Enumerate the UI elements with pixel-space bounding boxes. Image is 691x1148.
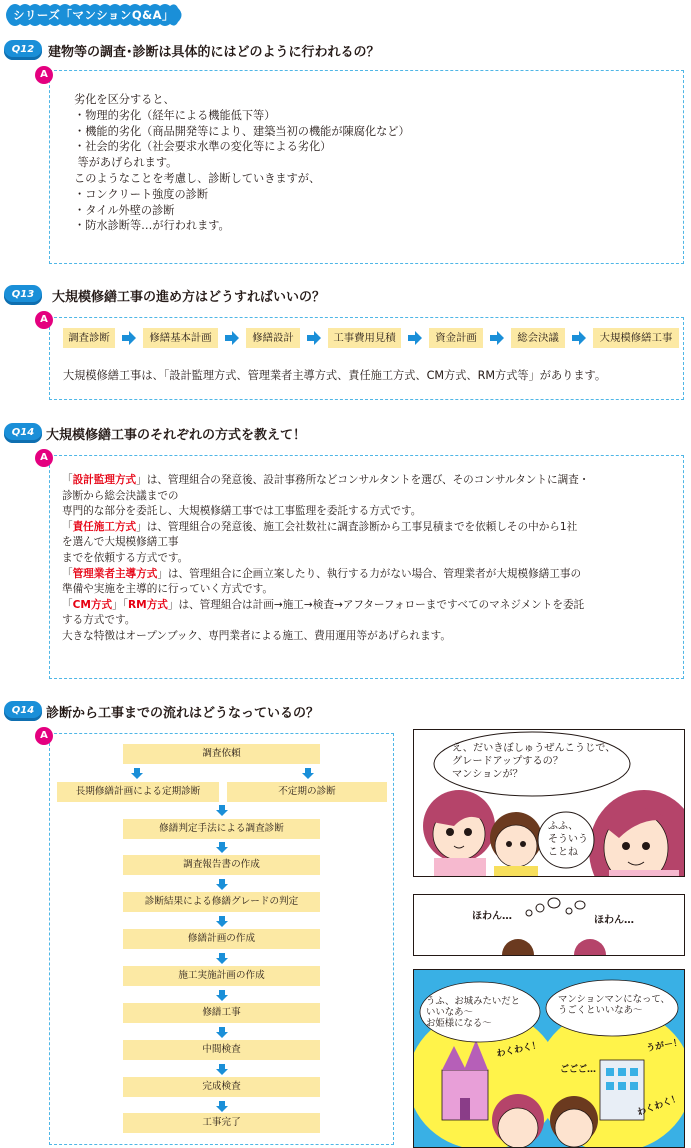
quote-mark: 「 <box>62 520 73 533</box>
method-text: を選んで大規模修繕工事 <box>62 536 179 549</box>
arrow-down-icon <box>216 990 228 1001</box>
method-text: 」は、管理組合に企画立案したり、執行する力がない場合、管理業者が大規模修繕工事の <box>157 567 582 580</box>
q13-title: 大規模修繕工事の進め方はどうすればいいの？ <box>52 290 326 305</box>
flow-step: 診断結果による修繕グレードの判定 <box>123 892 320 912</box>
flow-step: 調査依頼 <box>123 744 320 764</box>
q12-line: 劣化を区分すると、 <box>74 93 175 106</box>
flow-step: 修繕計画の作成 <box>123 929 320 949</box>
q12-line: ・物理的劣化（経年による機能低下等） <box>74 108 276 122</box>
process-step: 大規模修繕工事 <box>593 328 679 348</box>
q12-line: ・社会的劣化（社会要求水準の変化等による劣化） <box>74 140 332 154</box>
q12-answer-badge: A <box>35 66 53 84</box>
method-manager-led: 管理業者主導方式 <box>72 567 158 580</box>
q12-badge: Q12 <box>4 40 42 60</box>
comic-sfx: うが－！ <box>645 1037 683 1055</box>
arrow-down-icon <box>302 768 314 779</box>
arrow-down-icon <box>216 879 228 890</box>
bubble-line: うごくといいなあ～ <box>558 1005 643 1016</box>
quote-mark: 「 <box>62 474 73 486</box>
method-rm: RM方式 <box>128 598 168 611</box>
method-text: する方式です。 <box>62 614 136 627</box>
comic-sfx: ほわん… <box>594 915 634 926</box>
q13-answer-badge: A <box>35 311 53 329</box>
q12-line: ・タイル外壁の診断 <box>74 203 175 217</box>
bubble-line: マンションマンになって、 <box>558 994 670 1005</box>
q13-summary: 大規模修繕工事は、「設計監理方式、管理業者主導方式、責任施工方式、CM方式、RM方式等」があります。 <box>63 369 607 382</box>
q12-line: 等があげられます。 <box>74 156 178 170</box>
comic-bubble-answer <box>548 820 588 859</box>
method-text: 準備や実施を主導的に行っていく方式です。 <box>62 583 274 596</box>
bubble-line: ふふ、 <box>548 821 579 832</box>
flow-step: 中間検査 <box>123 1040 320 1060</box>
process-step: 工事費用見積 <box>328 328 401 348</box>
flow-step: 工事完了 <box>123 1113 320 1133</box>
comic-bubble-girl <box>426 996 520 1029</box>
method-text: 大きな特徴はオープンブック、専門業者による施工、費用運用等があげられます。 <box>62 629 451 642</box>
bubble-line: グレードアップするの？ <box>452 756 564 767</box>
bubble-line: マンションが？ <box>452 769 523 780</box>
flow-step: 調査報告書の作成 <box>123 855 320 875</box>
q14-methods-title: 大規模修繕工事のそれぞれの方式を教えて！ <box>46 428 307 443</box>
series-tag-label: シリーズ「マンションQ&A」 <box>12 8 175 22</box>
method-text: 診断から総会決議までの <box>62 489 179 502</box>
arrow-right-icon <box>572 331 586 345</box>
quote-mark: 「 <box>62 598 73 611</box>
arrow-right-icon <box>225 331 239 345</box>
arrow-down-icon <box>216 842 228 853</box>
arrow-right-icon <box>307 331 321 345</box>
comic-bubble-boy <box>558 994 670 1016</box>
q12-line: ・コンクリート強度の診断 <box>74 187 209 201</box>
flow-step: 長期修繕計画による定期診断 <box>57 782 219 802</box>
process-step: 修繕基本計画 <box>143 328 218 348</box>
q12-line: このようなことを考慮し、診断していきますが、 <box>74 171 321 185</box>
flow-step: 修繕工事 <box>123 1003 320 1023</box>
arrow-down-icon <box>131 768 143 779</box>
comic-sfx: わくわく！ <box>495 1040 542 1060</box>
method-cm: CM方式 <box>72 598 113 611</box>
q12-line: ・防水診断等…が行われます。 <box>74 219 230 233</box>
series-tag <box>2 2 185 28</box>
process-step: 修繕設計 <box>246 328 300 348</box>
flow-step: 施工実施計画の作成 <box>123 966 320 986</box>
method-design-supervision: 設計監理方式 <box>72 474 137 486</box>
comic-panel-1 <box>413 729 685 877</box>
q14-flow-badge: Q14 <box>4 701 42 721</box>
process-step: 総会決議 <box>511 328 565 348</box>
method-text: 専門的な部分を委託し、大規模修繕工事では工事監理を委託する方式です。 <box>62 505 422 518</box>
comic-sfx: ほわん… <box>472 911 512 922</box>
arrow-down-icon <box>216 916 228 927</box>
method-text: までを依頼する方式です。 <box>62 551 189 564</box>
q12-answer-text <box>74 92 410 234</box>
bubble-line: お姫様になる～ <box>426 1018 492 1029</box>
method-responsible-construction: 責任施工方式 <box>72 520 137 533</box>
flow-step: 完成検査 <box>123 1077 320 1097</box>
flow-step: 修繕判定手法による調査診断 <box>123 819 320 839</box>
arrow-down-icon <box>216 1101 228 1112</box>
arrow-right-icon <box>490 331 504 345</box>
q14-methods-answer-badge: A <box>35 449 53 467</box>
flow-step: 不定期の診断 <box>227 782 387 802</box>
method-text: 」は、管理組合の発意後、施工会社数社に調査診断から工事見積までを依頼しその中から1社 <box>136 520 578 533</box>
q14-methods-badge: Q14 <box>4 423 42 443</box>
q14-flow-answer-badge: A <box>35 727 53 745</box>
q12-title: 建物等の調査･診断は具体的にはどのように行われるの？ <box>48 45 380 60</box>
comic-sfx: わくわく！ <box>636 1093 682 1119</box>
bubble-line: いいなあ～ <box>426 1007 473 1018</box>
comic-panel-2 <box>413 894 685 956</box>
q14-methods-text <box>62 473 589 645</box>
arrow-down-icon <box>216 1027 228 1038</box>
comic-sfx: ごごご… <box>560 1065 597 1075</box>
bubble-line: そういう <box>548 834 588 845</box>
arrow-down-icon <box>216 1064 228 1075</box>
q12-line: ・機能的劣化（商品開発等により、建築当初の機能が陳腐化など） <box>74 124 410 138</box>
bubble-line: え、だいきぼしゅうぜんこうじで、 <box>452 743 616 754</box>
arrow-down-icon <box>216 953 228 964</box>
comic-bubble-question <box>452 742 615 781</box>
comic-panel-3 <box>413 969 685 1148</box>
comic-panel-2-illustration <box>414 895 685 956</box>
process-step: 調査診断 <box>63 328 115 348</box>
method-text: 」は、管理組合は計画→施工→検査→アフターフォローまですべてのマネジメントを委託 <box>167 598 585 611</box>
arrow-right-icon <box>122 331 136 345</box>
arrow-right-icon <box>408 331 422 345</box>
q13-badge: Q13 <box>4 285 42 305</box>
process-step: 資金計画 <box>429 328 483 348</box>
arrow-down-icon <box>216 805 228 816</box>
method-text: 」は、管理組合の発意後、設計事務所などコンサルタントを選び、そのコンサルタントに調査・ <box>136 474 590 486</box>
bubble-line: うふ、お城みたいだと <box>426 996 520 1007</box>
bubble-line: ことね <box>548 847 578 858</box>
quote-mark: 」「 <box>112 598 128 611</box>
quote-mark: 「 <box>62 567 73 580</box>
q14-flow-title: 診断から工事までの流れはどうなっているの？ <box>46 706 320 721</box>
